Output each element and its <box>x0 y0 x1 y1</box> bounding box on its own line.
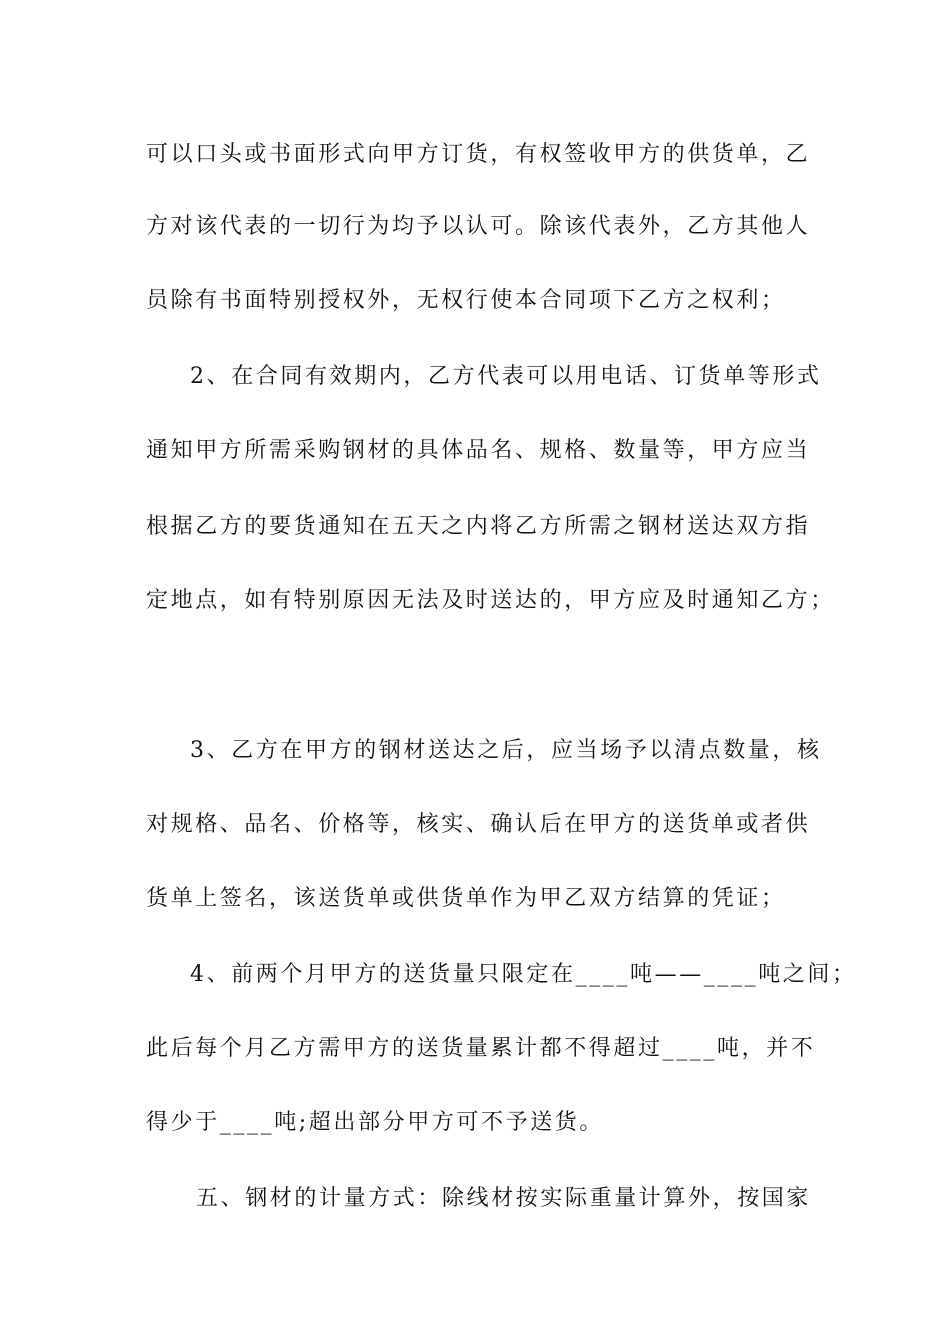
section-heading-line: 五、钢材的计量方式：除线材按实际重量计算外，按国家 <box>196 1186 812 1211</box>
paragraph-line: 定地点，如有特别原因无法及时送达的，甲方应及时通知乙方； <box>146 588 835 613</box>
paragraph-line: 货单上签名，该送货单或供货单作为甲乙双方结算的凭证； <box>146 886 786 911</box>
paragraph-line: 3、乙方在甲方的钢材送达之后，应当场予以清点数量，核 <box>190 738 822 763</box>
paragraph-line: 通知甲方所需采购钢材的具体品名、规格、数量等，甲方应当 <box>146 438 811 463</box>
paragraph-line: 对规格、品名、价格等，核实、确认后在甲方的送货单或者供 <box>146 812 811 837</box>
paragraph-line: 4、前两个月甲方的送货量只限定在____吨——____吨之间； <box>190 962 857 987</box>
paragraph-line: 此后每个月乙方需甲方的送货量累计都不得超过____吨，并不 <box>146 1036 816 1061</box>
paragraph-line: 方对该代表的一切行为均予以认可。除该代表外，乙方其他人 <box>146 214 811 239</box>
paragraph-line: 2、在合同有效期内，乙方代表可以用电话、订货单等形式 <box>190 364 822 389</box>
paragraph-line: 根据乙方的要货通知在五天之内将乙方所需之钢材送达双方指 <box>146 514 811 539</box>
paragraph-line: 得少于____吨;超出部分甲方可不予送货。 <box>146 1110 605 1135</box>
paragraph-line: 可以口头或书面形式向甲方订货，有权签收甲方的供货单，乙 <box>146 142 811 167</box>
paragraph-line: 员除有书面特别授权外，无权行使本合同项下乙方之权利； <box>146 288 786 313</box>
